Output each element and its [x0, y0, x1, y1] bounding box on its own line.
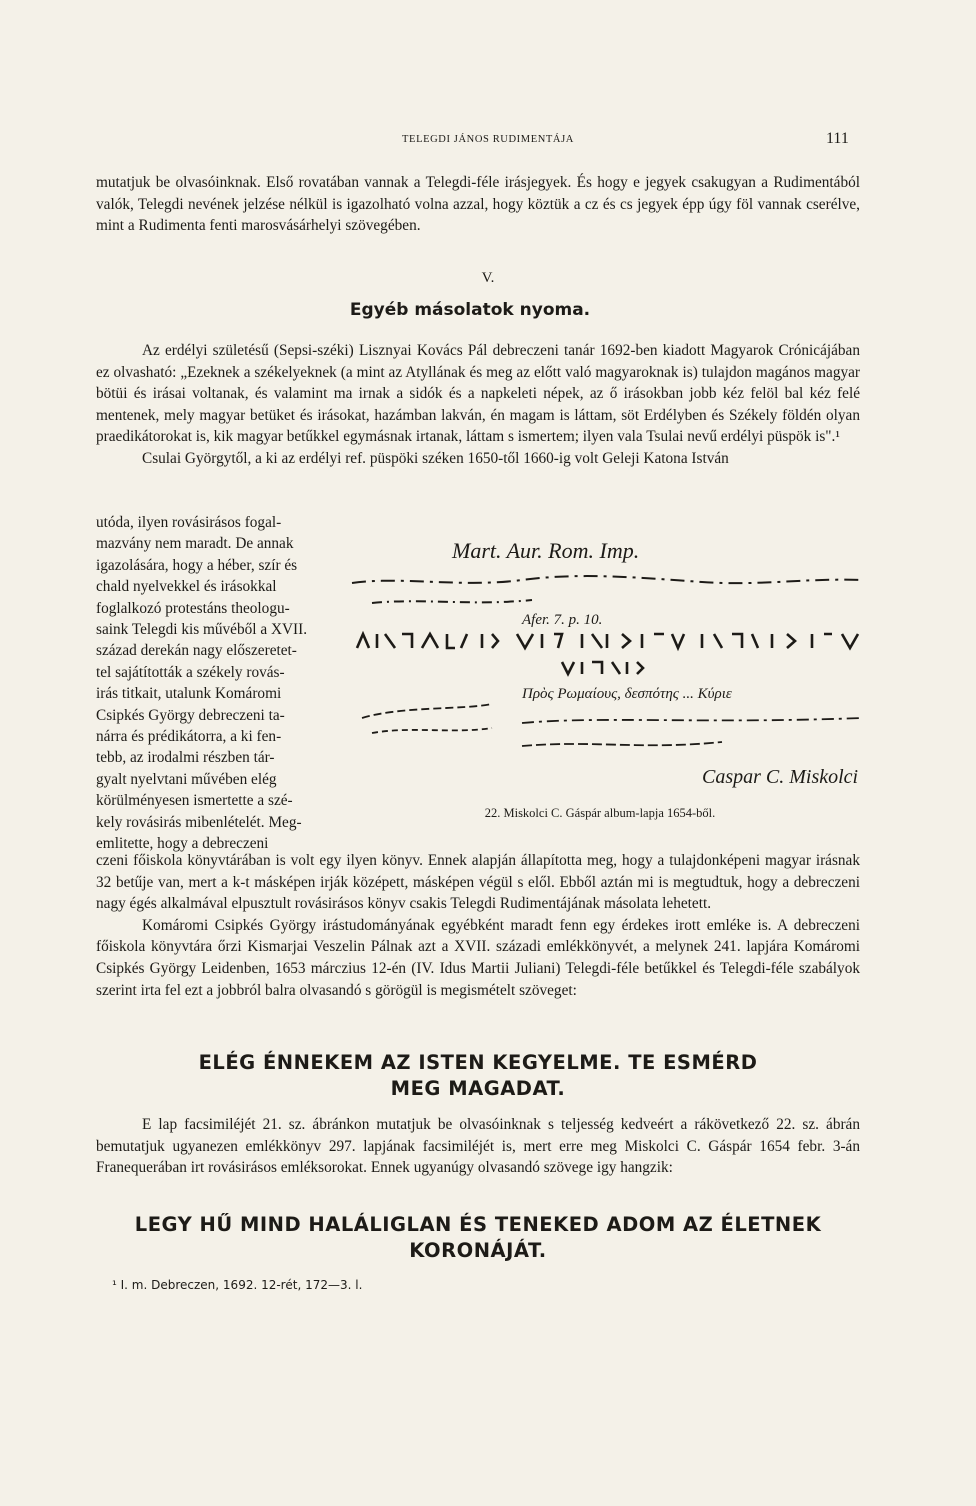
intro-paragraph: [96, 172, 860, 237]
narrow-line: saink Telegdi kis művéből a XVII.: [96, 621, 308, 639]
narrow-line: emlitette, hogy a debreczeni: [96, 835, 269, 853]
narrow-line: kely rovásirás mibenlételét. Meg-: [96, 813, 302, 831]
wrapped-column: [96, 512, 332, 855]
section-title: Egyéb másolatok nyoma.: [349, 300, 591, 320]
handwriting-reference: Afer. 7. p. 10.: [522, 612, 603, 628]
quoted-text-1-line-2: MEG MAGADAT.: [390, 1077, 566, 1100]
handwriting-heading: Mart. Aur. Rom. Imp.: [452, 538, 640, 563]
paragraph-4: Komáromi Csipkés György irástudományának egyébként maradt fenn egy érdekes irott emléke is. A debreczeni főiskola könyvtára őrzi Kismarjai Veszelin Pálnak azt a XVII. századi emlékkönyvét, a melynek 241. lapjára Komáromi Csipkés György Leidenben, 1653 márczius 12-én (IV. Idus Martii Juliani) Telegdi-féle betűkkel és Telegdi-féle szabályok szerint irta fel ezt a jobbról balra olvasandó s görögül is megismételt szöveget:: [96, 916, 860, 999]
quoted-text-2-line-2: KORONÁJÁT.: [409, 1239, 547, 1262]
narrow-line: tel sajátították a székely rovás-: [96, 663, 285, 681]
narrow-line: nárra és prédikátorra, a ki fen-: [96, 728, 282, 746]
paragraph-2: Az erdélyi születésű (Sepsi-széki) Lisznyai Kovács Pál debreczeni tanár 1692-ben kiadott Magyarok Crónicájában ez olvasható: „Ezeknek a székelyeknek (a mint az Atyllának és meg az előtt való magyaroknak is) tulajdon magános magyar bötüi és irásai voltanak, és valamint ma irnak a sidók és a napkeleti népek, az ő irásokban jobb kéz felöl bal kéz felé mentenek, mely magyar betüket és irásokat, hazámban lakván, én magam is láttam, söt Erdélyben és Székely földén olyan praedikátorokat is, kik magyar betűkkel egymásnak irtanak, láttam s ismertem; ilyen vala Tsulai nevű erdélyi püspök is".¹: [96, 342, 860, 446]
narrow-line: gyalt nyelvtani művében elég: [96, 770, 277, 788]
narrow-line: század derekán nagy előszeretet-: [96, 642, 297, 660]
narrow-line: utóda, ilyen rovásirásos fogal-: [96, 514, 282, 531]
body-paragraphs-middle: [96, 850, 860, 1001]
narrow-line: tebb, az irodalmi részben tár-: [96, 749, 275, 767]
narrow-line: mazvány nem maradt. De annak: [96, 535, 294, 553]
section-number: V.: [481, 270, 495, 286]
paragraph-3-first-line: Csulai Györgytől, a ki az erdélyi ref. püspöki széken 1650-től 1660-ig volt Geleji Katona István: [142, 449, 729, 467]
quoted-text-2: [96, 1212, 860, 1264]
narrow-line: körülményesen ismertette a szé-: [96, 792, 293, 810]
narrow-line: igazolására, hogy a héber, szír és: [96, 556, 298, 574]
footnote: ¹ I. m. Debreczen, 1692. 12-rét, 172—3. l.: [112, 1278, 363, 1292]
paragraph-5: E lap facsimiléjét 21. sz. ábránkon mutatjuk be olvasóinknak s teljesség kedveért a rákövetkező 22. sz. ábrán bemutatjuk ugyanezen emlékkönyv 297. lapjának facsimiléjét is, mert erre meg Miskolci C. Gáspár 1654 febr. 3-án Franequerában irt rovásirásos emléksorokat. Ennek ugyanúgy olvasandó szövege igy hangzik:: [96, 1116, 860, 1177]
narrow-line: foglalkozó protestáns theologu-: [96, 599, 290, 617]
running-header: TELEGDI JÁNOS RUDIMENTÁJA: [402, 134, 574, 145]
body-paragraphs-top: [96, 340, 860, 470]
figure-caption: 22. Miskolci C. Gáspár album-lapja 1654-ből.: [484, 806, 716, 820]
page-number: 111: [826, 130, 849, 147]
runic-line-1: [357, 634, 858, 648]
narrow-line: Csipkés György debreczeni ta-: [96, 706, 285, 724]
album-page-facsimile: [342, 528, 882, 798]
facsimile-drawing: [342, 528, 882, 798]
quoted-text-1: [96, 1050, 860, 1102]
quoted-text-1-line-1: ELÉG ÉNNEKEM AZ ISTEN KEGYELME. TE ESMÉRD: [198, 1051, 758, 1074]
paragraph-1: mutatjuk be olvasóinknak. Első rovatában vannak a Telegdi-féle irásjegyek. És hogy e jegyek csakugyan a Rudimentából valók, Telegdi nevének jelzése nélkül is igazolható volna azzal, hogy köztük a cz és cs jegyek épp úgy föl vannak cserélve, mint a Rudimenta fenti marosvásárhelyi szövegében.: [96, 174, 860, 235]
handwriting-greek-line: Πρὸς Ρωμαίους, δεσπότης ... Κύριε: [522, 686, 732, 702]
body-paragraph-bottom: [96, 1114, 860, 1179]
narrow-line: chald nyelvekkel és irásokkal: [96, 578, 277, 596]
runic-line-2: [562, 662, 643, 674]
paragraph-3-continued: czeni főiskola könyvtárában is volt egy ilyen könyv. Ennek alapján állapította meg, hogy a tulajdonképeni magyar irásnak 32 betűje van, mert a k-t másképen irják középett, másképen végül s elől. Ebből aztán mi is megtudtuk, hogy a debreczeni nagy égés alkalmával elpusztult rovásirásos könyv csakis Telegdi Rudimentájának másolata lehetett.: [96, 852, 860, 913]
narrow-line: irás titkait, utalunk Komáromi: [96, 685, 282, 703]
handwritten-signature: Caspar C. Miskolci: [702, 766, 859, 788]
quoted-text-2-line-1: LEGY HŰ MIND HALÁLIGLAN ÉS TENEKED ADOM AZ ÉLETNEK: [134, 1213, 822, 1236]
